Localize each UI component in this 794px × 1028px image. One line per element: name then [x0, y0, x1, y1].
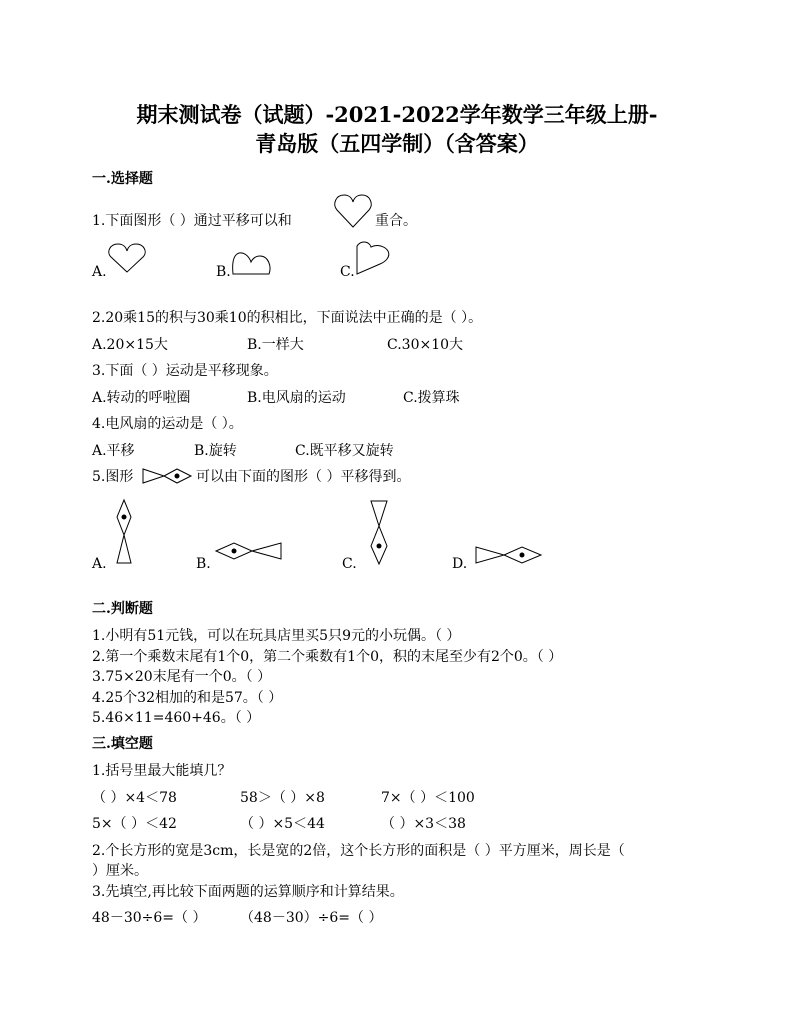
q5-option-d-label: D.	[452, 556, 468, 572]
fill-q1-stem: 1.括号里最大能填几？	[92, 763, 232, 779]
tf-item-4: 4.25个32相加的和是57。（ ）	[92, 690, 283, 706]
fill-q3-stem: 3.先填空,再比较下面两题的运算顺序和计算结果。	[92, 884, 404, 900]
fill-q1-row1-expr-3: 7×（ ）＜100	[381, 790, 475, 806]
bowtie-option-a-figure	[116, 499, 132, 565]
q4-option-b: B.旋转	[194, 443, 237, 459]
q1-option-b-label: B.	[216, 264, 231, 280]
q1-stem: 1.下面图形（ ）通过平移可以和	[92, 213, 292, 229]
q5-option-a-label: A.	[92, 556, 107, 572]
heart-reference-figure	[334, 194, 372, 228]
q4-stem: 4.电风扇的运动是（ ）。	[92, 416, 243, 432]
q5-stem-end: 可以由下面的图形（ ）平移得到。	[196, 469, 411, 485]
q3-stem: 3.下面（ ）运动是平移现象。	[92, 363, 278, 379]
q1-stem-end: 重合。	[375, 213, 417, 229]
fill-q1-row1-expr-1: （ ）×4＜78	[92, 790, 177, 806]
bowtie-option-b-figure	[215, 542, 283, 560]
q4-option-c: C.既平移又旋转	[295, 443, 394, 459]
fill-q1-row2-expr-3: （ ）×3＜38	[381, 816, 466, 832]
fill-q1-row1-expr-2: 58＞（ ）×8	[240, 790, 325, 806]
q2-option-c: C.30×10大	[387, 337, 464, 353]
section-heading-fill-blank: 三.填空题	[92, 736, 153, 752]
fill-q2-line-2: ）厘米。	[92, 863, 148, 879]
q2-stem: 2.20乘15的积与30乘10的积相比，下面说法中正确的是（ ）。	[92, 310, 483, 326]
q2-option-a: A.20×15大	[92, 337, 168, 353]
fill-q1-row2-expr-1: 5×（ ）＜42	[92, 816, 177, 832]
heart-option-b-figure	[232, 246, 270, 276]
tf-item-1: 1.小明有51元钱，可以在玩具店里买5只9元的小玩偶。（ ）	[92, 628, 461, 644]
heart-option-c-figure	[355, 240, 391, 276]
q3-option-b: B.电风扇的运动	[247, 390, 346, 406]
fill-q3-expr-1: 48－30÷6=（ ）	[92, 910, 207, 926]
q1-option-c-label: C.	[340, 264, 355, 280]
q5-stem: 5.图形	[92, 469, 134, 485]
fill-q2-line-1: 2.个长方形的宽是3cm，长是宽的2倍，这个长方形的面积是（ ）平方厘米，周长是（	[92, 843, 625, 859]
q4-option-a: A.平移	[92, 443, 135, 459]
page-title-line-2: 青岛版（五四学制）（含答案）	[255, 131, 539, 156]
q1-option-a-label: A.	[92, 264, 107, 280]
fill-q1-row2-expr-2: （ ）×5＜44	[240, 816, 325, 832]
heart-option-a-figure	[108, 243, 146, 273]
section-heading-true-false: 二.判断题	[92, 601, 153, 617]
q5-option-b-label: B.	[196, 556, 211, 572]
q5-option-c-label: C.	[342, 556, 357, 572]
tf-item-2: 2.第一个乘数末尾有1个0，第二个乘数有1个0，积的末尾至少有2个0。（ ）	[92, 649, 563, 665]
page-title-line-1: 期末测试卷（试题）-2021-2022学年数学三年级上册-	[136, 102, 658, 127]
q3-option-c: C.拨算珠	[403, 390, 460, 406]
bowtie-option-d-figure	[475, 546, 543, 564]
fill-q3-expr-2: （48－30）÷6=（ ）	[240, 910, 383, 926]
tf-item-3: 3.75×20末尾有一个0。（ ）	[92, 669, 272, 685]
bowtie-reference-figure	[142, 468, 192, 484]
section-heading-choice: 一.选择题	[92, 171, 153, 187]
q3-option-a: A.转动的呼啦圈	[92, 390, 191, 406]
q2-option-b: B.一样大	[247, 337, 304, 353]
tf-item-5: 5.46×11=460+46。（ ）	[92, 710, 261, 726]
bowtie-option-c-figure	[370, 500, 388, 566]
